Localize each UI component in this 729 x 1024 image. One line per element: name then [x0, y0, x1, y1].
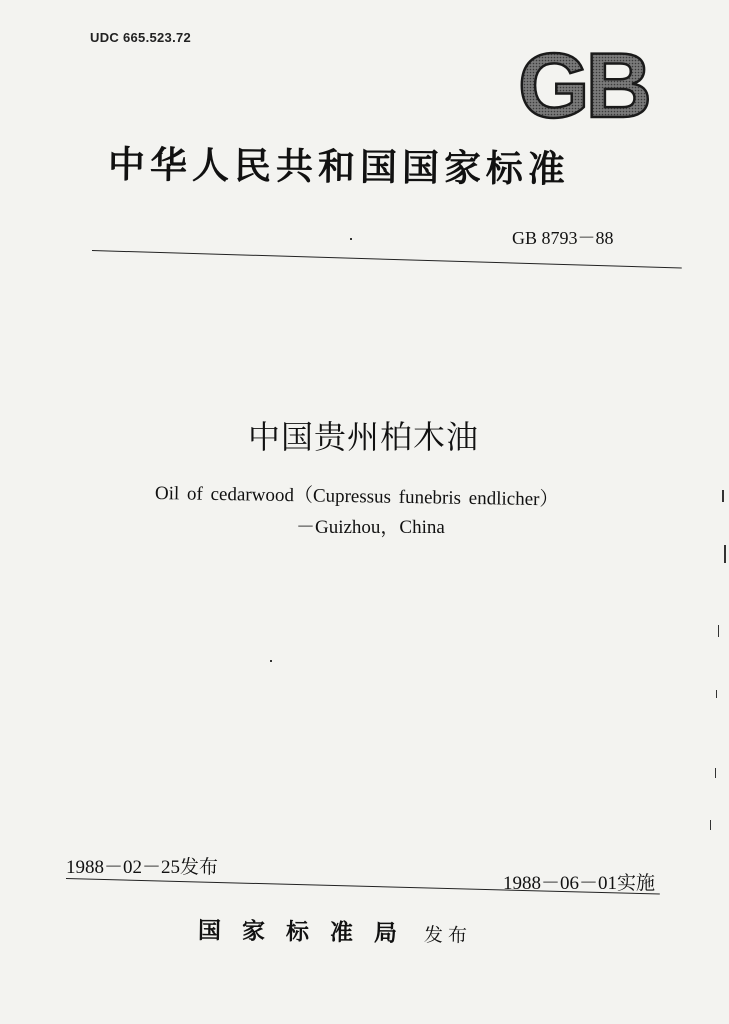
issue-date: 1988－02－25发布	[66, 857, 219, 878]
header-divider	[92, 250, 682, 269]
gb-logo-text: GB	[518, 44, 648, 126]
gb-logo	[508, 44, 658, 126]
scan-speck	[724, 545, 726, 563]
document-title-english-line1: Oil of cedarwood（Cupressus funebris endlicher）	[154, 483, 559, 511]
scan-speck	[716, 690, 717, 698]
document-title-english-line2: －Guizhou，China	[296, 517, 445, 538]
publisher-name: 国家标准局	[197, 918, 419, 948]
scan-speck	[350, 238, 352, 240]
standard-title: 中华人民共和国国家标准	[107, 143, 571, 191]
scan-speck	[710, 820, 711, 830]
udc-number: UDC 665.523.72	[90, 30, 192, 45]
implementation-date: 1988－06－01实施	[503, 873, 656, 894]
scan-speck	[718, 625, 719, 637]
scan-speck	[715, 768, 716, 778]
document-title-chinese: 中国贵州柏木油	[248, 418, 480, 456]
scan-speck	[270, 660, 272, 662]
publish-action: 发布	[423, 924, 473, 947]
scan-speck	[722, 490, 724, 502]
publisher-line	[198, 912, 472, 949]
standard-code: GB 8793－88	[512, 228, 614, 248]
